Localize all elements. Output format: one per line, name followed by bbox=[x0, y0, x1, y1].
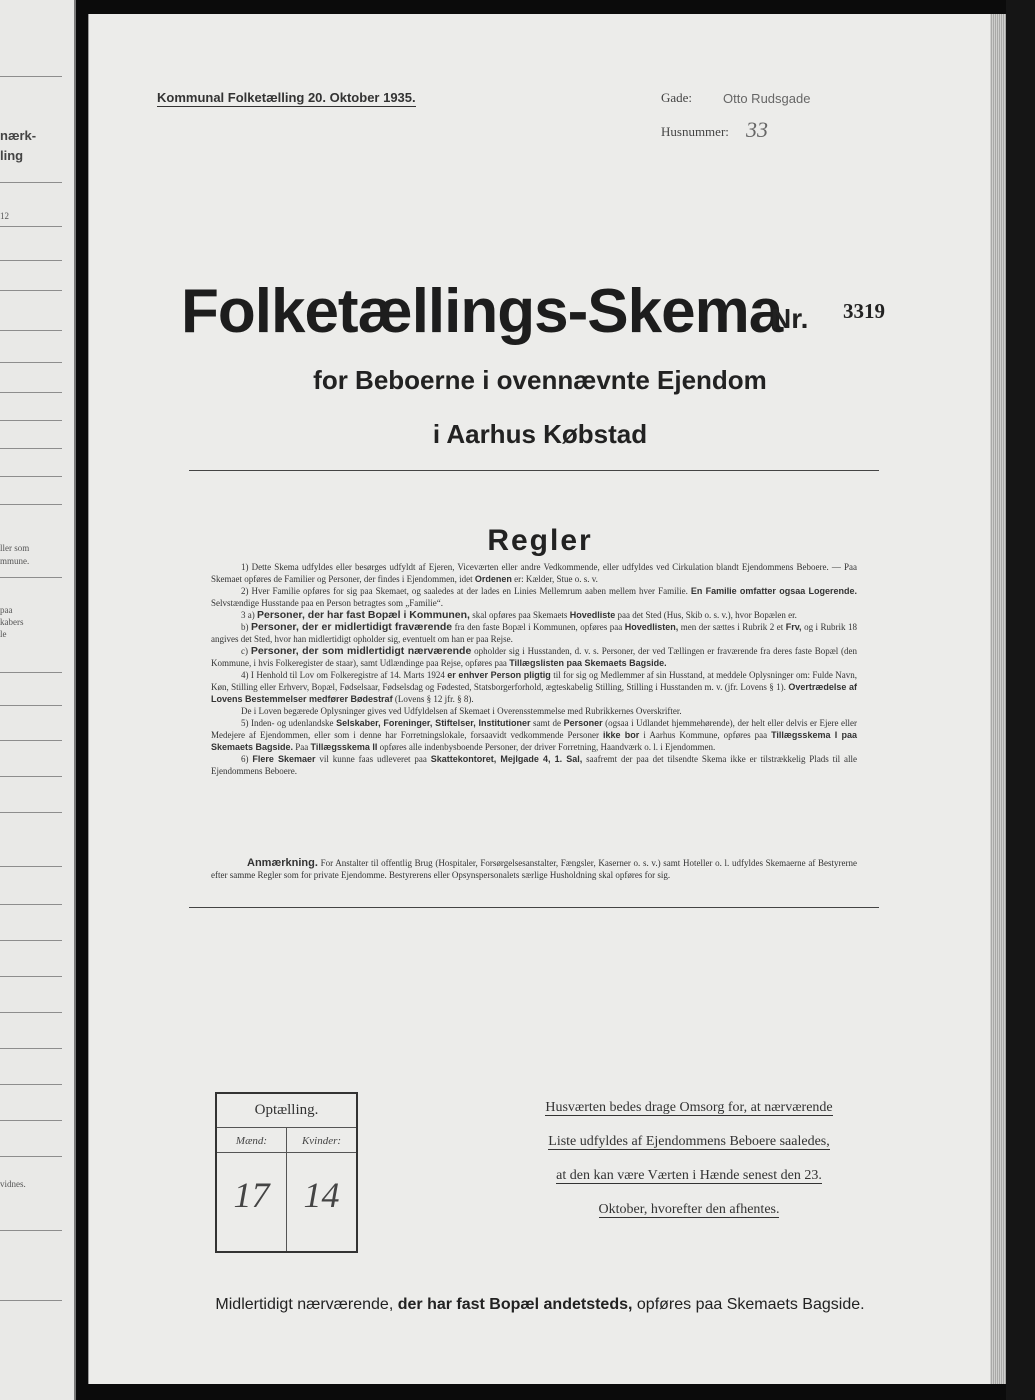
rule-3a: 3 a) Personer, der har fast Bopæl i Kommunen, skal opføres paa Skemaets Hovedliste paa det Sted (Hus, Skib o. s. v.), hvor Bopælen er. bbox=[241, 609, 797, 621]
rule-3c: c) Personer, der som midlertidigt nærværende opholder sig i Husstanden, d. v. s. Personer, der ved Tællingen er fraværende fra deres faste Bopæl (den Kommune, i hvis Folkeregister de staar), samt Udlændinge paa Rejse, opføres paa Tillægslisten paa Skemaets Bagside. bbox=[211, 645, 858, 668]
count-box bbox=[215, 1092, 358, 1253]
rule-3b: b) Personer, der er midlertidigt fraværende fra den faste Bopæl i Kommunen, opføres paa Hovedlisten, men der sættes i Rubrik 2 et Frv, og i Rubrik 18 angives det Sted, hvor han midlertidigt opholder sig, eventuelt om han er paa Rejse. bbox=[211, 621, 858, 644]
rule-4: 4) I Henhold til Lov om Folkeregistre af 14. Marts 1924 er enhver Person pligtig til for sig og Medlemmer af sin Husstand, at meddele Oplysninger om: Fulde Navn, Køn, Stilling eller Erhverv, Bopæl, Fødselsaar, Fødselsdag og Fødested, Statsborgerforhold, ægteskabelig Stilling, Stilling i Husstanden m. v. (jfr. Lovens § 1). Overtrædelse af Lovens Bestemmelser medfører Bødestraf (Lovens § 12 jfr. § 8). bbox=[211, 670, 858, 704]
ruled-line bbox=[0, 392, 62, 393]
street-value: Otto Rudsgade bbox=[723, 91, 811, 106]
census-form-page bbox=[88, 14, 991, 1384]
census-header-label: Kommunal Folketælling 20. Oktober 1935. bbox=[157, 90, 416, 105]
ruled-line bbox=[0, 776, 62, 777]
form-number-value: 3319 bbox=[843, 299, 885, 323]
count-box-title: Optælling. bbox=[217, 1094, 356, 1128]
ruled-line bbox=[0, 940, 62, 941]
ruled-line bbox=[0, 290, 62, 291]
count-box-separator bbox=[217, 1152, 356, 1153]
ruled-line bbox=[0, 740, 62, 741]
ruled-line bbox=[0, 260, 62, 261]
landlord-note-line: at den kan være Værten i Hænde senest den 23. bbox=[556, 1168, 822, 1183]
form-subtitle-city: i Aarhus Købstad bbox=[432, 419, 648, 449]
left-fragment: ller som bbox=[0, 543, 30, 553]
ruled-line bbox=[0, 226, 62, 227]
left-fragment: kabers bbox=[0, 617, 24, 627]
ruled-line bbox=[0, 476, 62, 477]
ruled-line bbox=[0, 504, 62, 505]
left-fragment: le bbox=[0, 629, 7, 639]
rule-2: 2) Hver Familie opføres for sig paa Skemaet, og saaledes at der lades en Linies Mellemrum aaben mellem hver Familie. En Familie omfatter ogsaa Logerende. Selvstændige Husstande paa en Person betragtes som „Familie“. bbox=[211, 586, 857, 608]
rule-4b: De i Loven begærede Oplysninger gives ved Udfyldelsen af Skemaet i Overensstemmelse med Rubrikkernes Overskrifter. bbox=[241, 706, 682, 716]
ruled-line bbox=[0, 672, 62, 673]
rules-text bbox=[211, 561, 857, 777]
women-count: 14 bbox=[303, 1175, 340, 1215]
left-fragment: ling bbox=[0, 148, 24, 163]
house-number-value: 33 bbox=[746, 117, 768, 142]
street-label: Gade: bbox=[661, 90, 693, 105]
rules-heading: Regler bbox=[487, 524, 593, 557]
left-fragment: vidnes. bbox=[0, 1179, 26, 1189]
ruled-line bbox=[0, 1084, 62, 1085]
form-subtitle: for Beboerne i ovennævnte Ejendom bbox=[313, 365, 767, 395]
men-label: Mænd: bbox=[235, 1135, 268, 1147]
ruled-line bbox=[0, 866, 62, 867]
page-edge bbox=[990, 14, 1006, 1384]
left-fragment: nærk- bbox=[0, 128, 37, 143]
left-facing-page bbox=[0, 0, 76, 1400]
ruled-line bbox=[0, 420, 62, 421]
ruled-line bbox=[0, 1012, 62, 1013]
landlord-note-line: Husværten bedes drage Omsorg for, at nærværende bbox=[545, 1100, 833, 1115]
ruled-line bbox=[0, 182, 62, 183]
women-label: Kvinder: bbox=[301, 1135, 342, 1147]
house-number-label: Husnummer: bbox=[661, 124, 729, 139]
ruled-line bbox=[0, 976, 62, 977]
ruled-line bbox=[0, 904, 62, 905]
rule-1: 1) Dette Skema udfyldes eller besørges udfyldt af Ejeren, Viceværten eller andre Vedkommende, eller udfyldes ved Cirkulation blandt Ejendommens Beboere. — Paa Skemaet opføres de Familier og Personer, der findes i Ejendommen, idet Ordenen er: Kælder, Stue o. s. v. bbox=[211, 562, 857, 584]
remark-text: Anmærkning. For Anstalter til offentlig Brug (Hospitaler, Forsørgelsesanstalter, Fængsler, Kaserner o. s. v.) samt Hoteller o. l. udfyldes Skemaerne af Bestyrerne efter samme Regler som for private Ejendomme. Bestyrerens eller Opsynspersonalets særlige Husholdning skal opføres for sig. bbox=[211, 857, 857, 880]
form-title: Folketællings-Skema bbox=[181, 277, 783, 346]
landlord-note-line: Oktober, hvorefter den afhentes. bbox=[598, 1202, 780, 1217]
landlord-note bbox=[519, 1100, 859, 1236]
rule-5: 5) Inden- og udenlandske Selskaber, Foreninger, Stiftelser, Institutioner samt de Personer (ogsaa i Udlandet hjemmehørende), der helt eller delvis er Ejere eller Medejere af Ejendommen, eller som i denne har Forretningslokale, forsaavidt vedkommende Personer ikke bor i Aarhus Kommune, opføres paa Tillægsskema I paa Skemaets Bagside. Paa Tillægsskema II opføres alle indenbysboende Personer, der driver Forretning, Haandværk o. l. i Ejendommen. bbox=[211, 718, 858, 752]
footer-note: Midlertidigt nærværende, der har fast Bopæl andetsteds, opføres paa Skemaets Bagside. bbox=[215, 1296, 865, 1313]
form-number-label: Nr. bbox=[771, 303, 809, 334]
remark-label: Anmærkning. bbox=[247, 857, 318, 869]
men-count: 17 bbox=[233, 1175, 270, 1215]
ruled-line bbox=[0, 362, 62, 363]
left-fragment: 12 bbox=[0, 211, 9, 221]
ruled-line bbox=[0, 330, 62, 331]
divider bbox=[189, 470, 879, 471]
ruled-line bbox=[0, 812, 62, 813]
ruled-line bbox=[0, 1048, 62, 1049]
rule-6: 6) Flere Skemaer vil kunne faas udleveret paa Skattekontoret, Mejlgade 4, 1. Sal, saafremt der paa det tilsendte Skema ikke er tilstrækkelig Plads til alle Ejendommens Beboere. bbox=[211, 754, 858, 776]
landlord-note-line: Liste udfyldes af Ejendommens Beboere saaledes, bbox=[548, 1134, 830, 1149]
ruled-line bbox=[0, 1156, 62, 1157]
ruled-line bbox=[0, 1120, 62, 1121]
ruled-line bbox=[0, 76, 62, 77]
book-spine bbox=[1006, 0, 1035, 1400]
ruled-line bbox=[0, 705, 62, 706]
ruled-line bbox=[0, 1300, 62, 1301]
left-fragment: paa bbox=[0, 605, 13, 615]
ruled-line bbox=[0, 1230, 62, 1231]
divider bbox=[189, 907, 879, 908]
left-fragment: mmune. bbox=[0, 556, 30, 566]
ruled-line bbox=[0, 448, 62, 449]
ruled-line bbox=[0, 577, 62, 578]
